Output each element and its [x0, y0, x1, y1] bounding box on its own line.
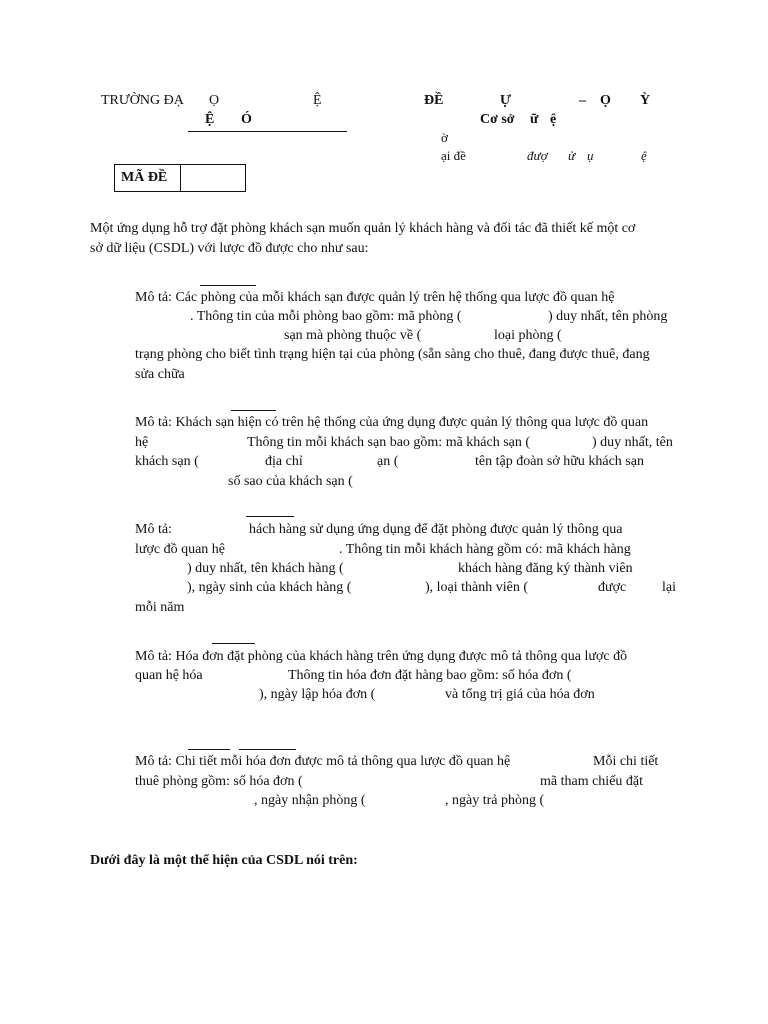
description-line: ), loại thành viên ( — [425, 580, 529, 595]
intro-line: sở dữ liệu (CSDL) với lược đồ được cho như sau: — [90, 241, 369, 256]
exam-time: ờ — [441, 130, 448, 145]
description-line: . Thông tin của mỗi phòng bao gồm: mã phòng ( — [190, 309, 462, 324]
exam-code-label: MÃ ĐỀ — [121, 170, 168, 185]
description-line: . Thông tin mỗi khách hàng gồm có: mã khách hàng — [339, 542, 631, 557]
description-line: thuê phòng gồm: số hóa đơn ( — [135, 774, 303, 789]
relation-name-overline — [212, 643, 255, 644]
relation-name-overline — [188, 749, 230, 750]
description-line: , ngày nhận phòng ( — [254, 793, 366, 808]
exam-note-fragment: ệ — [641, 148, 647, 163]
description-line: Thông tin mỗi khách sạn bao gồm: mã khách sạn ( — [247, 435, 531, 450]
description-line: Mô tả: Khách sạn hiện có trên hệ thống của ứng dụng được quản lý thông qua lược đồ quan — [135, 415, 649, 430]
relation-name-overline — [239, 749, 296, 750]
description-line: sửa chữa — [135, 367, 185, 382]
description-line: mỗi năm — [135, 600, 185, 615]
school-name-fragment: Ệ — [313, 93, 322, 108]
header-underline — [188, 131, 347, 132]
subject-name: Cơ sở — [480, 112, 515, 127]
relation-name-overline — [231, 410, 276, 411]
description-line: khách sạn ( — [135, 454, 199, 469]
description-line: hách hàng sử dụng ứng dụng để đặt phòng được quản lý thông qua — [249, 522, 623, 537]
description-line: ) duy nhất, tên khách hàng ( — [187, 561, 344, 576]
description-line: sạn mà phòng thuộc về ( — [284, 328, 422, 343]
exam-code-box — [114, 164, 246, 192]
description-line: Mô tả: Chi tiết mỗi hóa đơn được mô tả thông qua lược đồ quan hệ — [135, 754, 511, 769]
exam-title-fragment: Ọ — [600, 93, 611, 108]
exam-code-divider — [180, 165, 181, 191]
description-line: địa chỉ — [265, 454, 303, 469]
description-line: mã tham chiếu đặt — [540, 774, 644, 789]
exam-note-fragment: đượ — [527, 148, 548, 163]
exam-title-fragment: – — [579, 93, 586, 108]
description-line: ) duy nhất, tên — [592, 435, 673, 450]
school-name-fragment: Ọ — [209, 93, 220, 108]
intro-line: Một ứng dụng hỗ trợ đặt phòng khách sạn muốn quản lý khách hàng và đối tác đã thiết kế một cơ — [90, 221, 636, 236]
instance-heading: Dưới đây là một thể hiện của CSDL nói trên: — [90, 853, 358, 868]
faculty-fragment: Ó — [241, 112, 252, 127]
description-line: và tổng trị giá của hóa đơn — [445, 687, 595, 702]
description-line: ), ngày lập hóa đơn ( — [259, 687, 376, 702]
exam-title-fragment: Ỳ — [640, 93, 651, 108]
description-line: loại phòng ( — [494, 328, 562, 343]
description-line: Thông tin hóa đơn đặt hàng bao gồm: số hóa đơn ( — [288, 668, 572, 683]
description-line: , ngày trả phòng ( — [445, 793, 545, 808]
exam-note-fragment: ử — [568, 148, 576, 163]
exam-title-fragment: Ự — [500, 93, 512, 108]
description-line: được — [598, 580, 627, 595]
description-line: trạng phòng cho biết tình trạng hiện tại của phòng (sẵn sàng cho thuê, đang được thuê, đang — [135, 347, 650, 362]
description-line: ), ngày sinh của khách hàng ( — [187, 580, 352, 595]
description-line: Mô tả: — [135, 522, 172, 537]
description-line: Mỗi chi tiết — [593, 754, 659, 769]
description-line: Mô tả: Hóa đơn đặt phòng của khách hàng trên ứng dụng được mô tả thông qua lược đồ — [135, 649, 628, 664]
exam-title: ĐỀ — [424, 93, 444, 108]
faculty-fragment: Ệ — [205, 112, 215, 127]
description-line: ) duy nhất, tên phòng — [548, 309, 668, 324]
description-line: hệ — [135, 435, 149, 450]
description-line: Mô tả: Các phòng của mỗi khách sạn được quản lý trên hệ thống qua lược đồ quan hệ — [135, 290, 615, 305]
school-name: TRƯỜNG ĐẠ — [101, 93, 184, 108]
description-line: tên tập đoàn sở hữu khách sạn — [475, 454, 644, 469]
relation-name-overline — [246, 516, 294, 517]
description-line: quan hệ hóa — [135, 668, 203, 683]
relation-name-overline — [200, 285, 256, 286]
description-line: số sao của khách sạn ( — [228, 474, 353, 489]
subject-name-fragment: ữ — [530, 112, 539, 127]
subject-name-fragment: ệ — [550, 112, 557, 127]
exam-type: ại đề — [441, 148, 466, 163]
description-line: ạn ( — [377, 454, 399, 469]
description-line: lược đồ quan hệ — [135, 542, 226, 557]
description-line: lại — [662, 580, 676, 595]
description-line: khách hàng đăng ký thành viên — [458, 561, 633, 576]
exam-note-fragment: ụ — [587, 148, 594, 163]
